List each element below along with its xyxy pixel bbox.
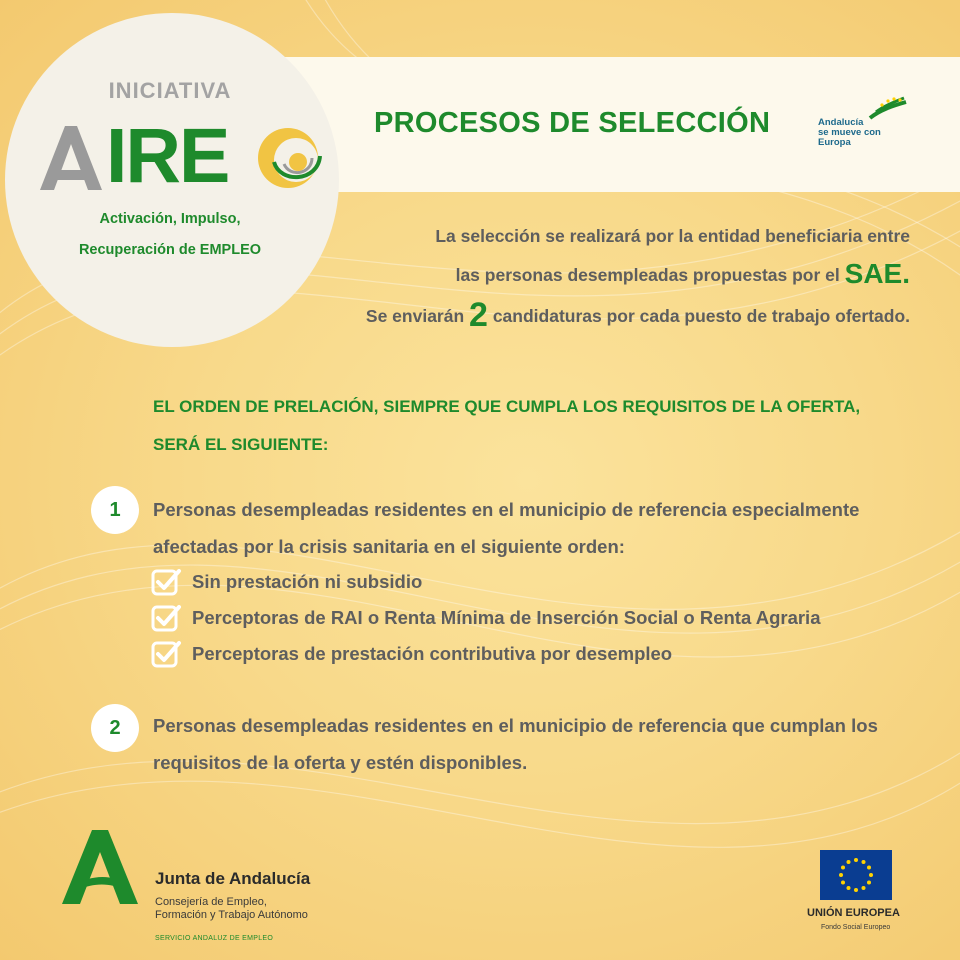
intro-line2-prefix: las personas desempleadas propuestas por el — [455, 265, 840, 285]
andalucia-logo-line2: se mueve con Europa — [818, 127, 881, 148]
intro-line2 — [320, 255, 910, 294]
aire-word-ire: IRE — [106, 113, 229, 199]
step-number-1: 1 — [91, 486, 139, 534]
aire-letter-a-icon — [38, 122, 104, 192]
badge-subtitle-line2: Recuperación de EMPLEO — [78, 242, 262, 258]
junta-department-line2: Formación y Trabajo Autónomo — [155, 909, 308, 921]
list-item-2-line2: requisitos de la oferta y estén disponibles. — [153, 752, 528, 773]
order-heading-line1: EL ORDEN DE PRELACIÓN, SIEMPRE QUE CUMPLA LOS REQUISITOS DE LA OFERTA, — [153, 397, 861, 416]
step-number-2: 2 — [91, 704, 139, 752]
intro-line1: La selección se realizará por la entidad beneficiaria entre — [435, 226, 910, 246]
intro-paragraph — [320, 217, 910, 294]
page-title: PROCESOS DE SELECCIÓN — [374, 107, 771, 139]
checklist-item-label: Perceptoras de prestación contributiva por desempleo — [192, 643, 673, 664]
list-item-1 — [153, 491, 913, 565]
junta-de-andalucia-logo-icon — [62, 830, 140, 906]
candidates-line — [240, 296, 910, 335]
checkbox-checked-icon — [150, 566, 182, 598]
list-item-2 — [153, 707, 913, 781]
checkbox-checked-icon — [150, 602, 182, 634]
list-item-1-line2: afectadas por la crisis sanitaria en el siguiente orden: — [153, 536, 625, 557]
badge-subtitle — [60, 204, 280, 266]
checklist-item — [150, 566, 422, 598]
order-heading — [153, 388, 923, 464]
eu-flag-icon — [820, 850, 892, 900]
checklist-item — [150, 638, 672, 670]
andalucia-europa-logo — [818, 96, 910, 148]
checklist-item-label: Perceptoras de RAI o Renta Mínima de Inserción Social o Renta Agraria — [192, 607, 821, 628]
junta-department — [155, 896, 355, 922]
checklist-item-label: Sin prestación ni subsidio — [192, 571, 423, 592]
list-item-1-line1: Personas desempleadas residentes en el municipio de referencia especialmente — [153, 499, 860, 520]
andalucia-logo-line1: Andalucía — [818, 117, 864, 128]
checklist-item — [150, 602, 821, 634]
candidates-prefix: Se enviarán — [365, 306, 465, 326]
junta-name: Junta de Andalucía — [155, 869, 311, 888]
list-item-2-line1: Personas desempleadas residentes en el municipio de referencia que cumplan los — [153, 715, 878, 736]
aire-swirl-icon — [254, 122, 328, 194]
checkbox-checked-icon — [150, 638, 182, 670]
order-heading-line2: SERÁ EL SIGUIENTE: — [153, 435, 329, 454]
sae-highlight: SAE. — [844, 258, 910, 289]
badge-subtitle-line1: Activación, Impulso, — [99, 211, 241, 227]
eu-name: UNIÓN EUROPEA — [807, 907, 900, 919]
badge-kicker: INICIATIVA — [108, 78, 232, 103]
candidates-number: 2 — [469, 296, 488, 334]
sae-label: SERVICIO ANDALUZ DE EMPLEO — [155, 935, 274, 942]
junta-department-line1: Consejería de Empleo, — [155, 896, 267, 908]
eu-fund: Fondo Social Europeo — [821, 924, 891, 931]
aire-logo — [38, 113, 328, 199]
candidates-suffix: candidaturas por cada puesto de trabajo ofertado. — [492, 306, 910, 326]
